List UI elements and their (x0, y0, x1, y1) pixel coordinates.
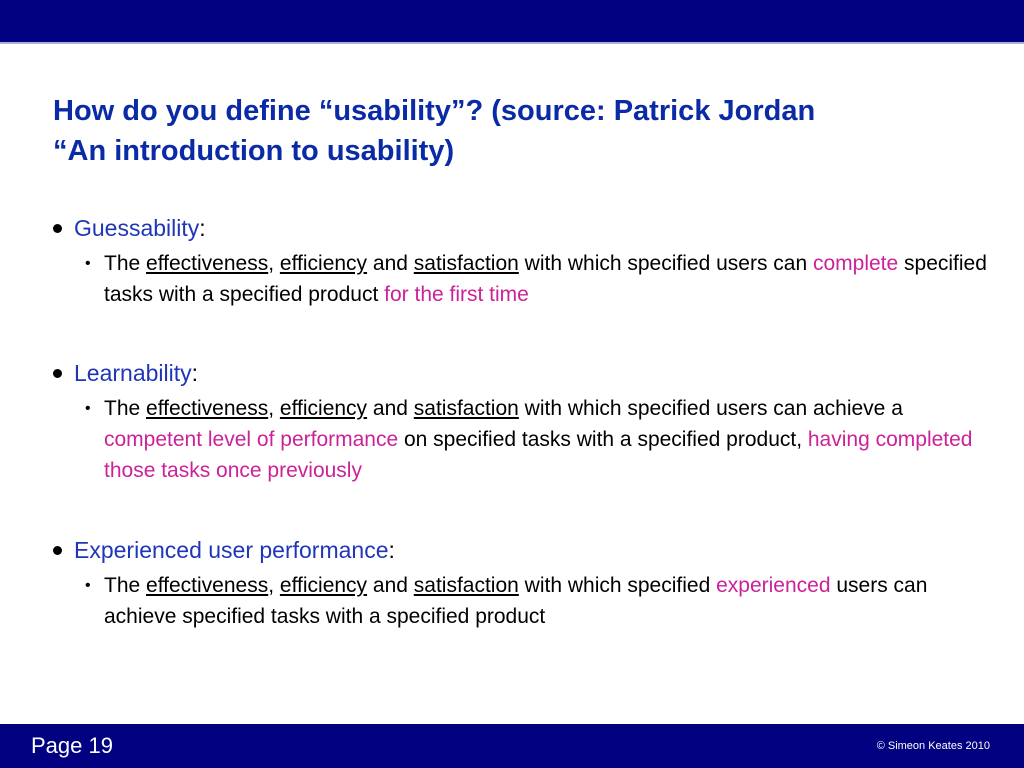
effectiveness-term: effectiveness (146, 397, 269, 420)
definition-text: users can achieve specified tasks with a specified product (104, 574, 928, 628)
highlight-first-time: for the first time (384, 283, 529, 306)
definition-text: and (367, 397, 414, 420)
definition-text: on specified tasks with a specified product, (398, 428, 808, 451)
definition-text: and (367, 252, 414, 275)
top-banner (0, 0, 1024, 42)
definition-text: and (367, 574, 414, 597)
definition-text: , (268, 397, 280, 420)
bullet-learnability (50, 358, 990, 388)
term-guessability: Guessability (74, 215, 200, 241)
sub-bullet-icon: • (85, 255, 91, 272)
section-experienced-user-performance (50, 535, 990, 632)
highlight-completed-previously: having completed those tasks once previously (104, 428, 973, 482)
top-banner-rule (0, 42, 1024, 44)
bullet-guessability (50, 213, 990, 243)
satisfaction-term: satisfaction (413, 252, 519, 275)
section-guessability (50, 213, 990, 310)
term-colon: : (191, 360, 199, 386)
term-colon: : (199, 215, 206, 241)
section-learnability (50, 358, 990, 486)
efficiency-term: efficiency (279, 397, 368, 420)
definition-text: The (104, 397, 147, 420)
definition-text: The (104, 252, 147, 275)
term-learnability: Learnability (74, 360, 192, 386)
definition-text: The (104, 574, 147, 597)
term-colon: : (388, 537, 395, 563)
efficiency-term: efficiency (279, 252, 368, 275)
slide-title-line-1: How do you define “usability”? (source: Patrick Jordan (53, 95, 816, 127)
definition-text: with which specified (518, 574, 717, 597)
definition-experienced-user-performance (50, 570, 990, 632)
efficiency-term: efficiency (279, 574, 368, 597)
definition-learnability (50, 393, 990, 486)
definition-guessability (50, 248, 990, 310)
slide-title-line-2: “An introduction to usability) (53, 135, 455, 167)
slide-title (53, 91, 983, 171)
sub-bullet-icon: • (85, 400, 91, 417)
highlight-experienced: experienced (716, 574, 831, 597)
bullet-dot-icon (53, 224, 62, 233)
footer-bar (0, 724, 1024, 768)
definition-text: with which specified users can (518, 252, 813, 275)
page-number: Page 19 (31, 733, 113, 758)
satisfaction-term: satisfaction (413, 397, 519, 420)
bullet-dot-icon (53, 369, 62, 378)
definition-text: , (268, 574, 280, 597)
definition-text: specified tasks with a specified product (104, 252, 987, 306)
term-experienced-user-performance: Experienced user performance (74, 537, 389, 563)
definition-text: with which specified users can achieve a (518, 397, 903, 420)
bullet-dot-icon (53, 546, 62, 555)
bullet-experienced-user-performance (50, 535, 990, 565)
highlight-competent-level: competent level of performance (104, 428, 399, 451)
sub-bullet-icon: • (85, 577, 91, 594)
satisfaction-term: satisfaction (413, 574, 519, 597)
effectiveness-term: effectiveness (146, 574, 269, 597)
definition-text: , (268, 252, 280, 275)
highlight-complete: complete (812, 252, 899, 275)
effectiveness-term: effectiveness (146, 252, 269, 275)
copyright-notice: © Simeon Keates 2010 (876, 740, 990, 752)
